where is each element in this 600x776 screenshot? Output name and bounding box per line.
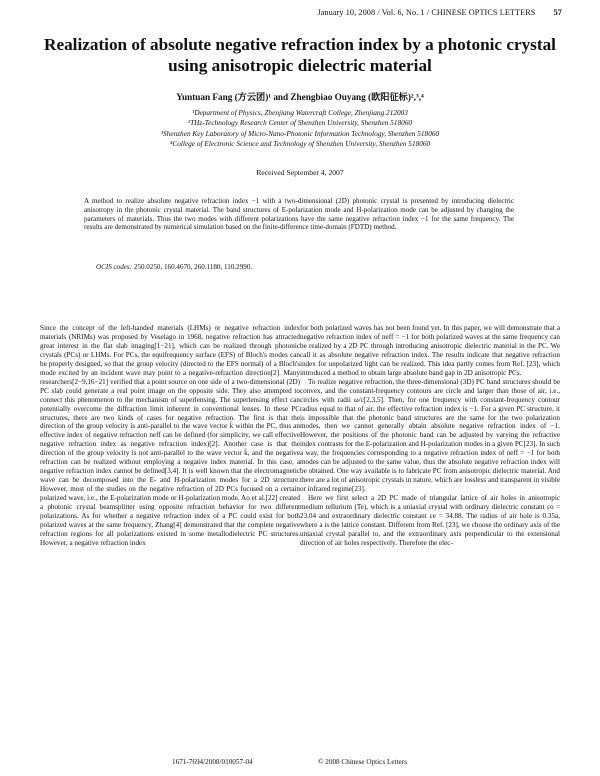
page-number: 57 [553,8,562,17]
copyright-notice: © 2008 Chinese Optics Letters [318,758,407,766]
abstract: A method to realize absolute negative refraction index −1 with a two-dimensional (2D) photonic crystal is presented by introducing dielectric anisotropy in the photonic crystal material. The band structures of E-polarization mode and H-polarization mode can be adjusted by changing the parameters of materials. Thus the two modes with different polarizations have the same negative refraction index −1 for the same frequency. The results are demonstrated by numerical simulation based on the finite-difference time-domain (FDTD) method. [84,197,514,232]
affiliations [40,108,560,150]
paragraph: To realize negative refraction, the three-dimensional (3D) PC band structures should be convex, and the constant-frequency contours are circle and larger than those of air, i.e., circles with radii ω/c[2,3,5]. Then, for one frequency with constant-frequency contour radius equal to that of air, the effective refraction index is −1. For a given PC structure, it is impossible that the photonic band structures are the same for the two polarization modes, then we cannot generally obtain absolute negative refraction index of −1. However, the positions of the photonic band can be adjusted by varying the refractive index contrasts for the E-polarization and H-polarization modes in a given PC[23]. In such a way, the frequencies corresponding to a negative refraction index of neff = −1 for both modes can be adjusted to the same value, thus the absolute negative refraction index will be obtained. One way available is to fabricate PC from anisotropic dielectric material. And there are a lot of anisotropic crystals in nature, which are lossless and transparent in visible or infrared regime[23]. [300,377,560,494]
affiliation-1: ¹Department of Physics, Zhenjiang Watercraft College, Zhenjiang 212003 [192,108,408,117]
paragraph: Since the concept of the left-handed materials (LHMs) or negative refraction index materials (NRIMs) was proposed by Veselago in 1968, negative refraction has attracted great interest in the flat slab imaging[1−21], which can be realized through photonic crystals (PCs) or LHMs. For PCs, the equifrequency surface (EFS) of Bloch's modes can be properly designed, so that the group velocity (directed to the EFS normal) of a Bloch's mode excited by an incident wave may point to a negative-refraction direction[2]. Many researchers[2−9,16−21] verified that a point source on one side of a two-dimensional (2D) PC slab could generate a real point image on the opposite side. They also attempted to connect this phenomenon to the mechanism of superlensing. The superlensing effect can potentially overcome the diffraction limit inherent in conventional lenses. In these PC structures, there are two kinds of cases for negative refraction. The first is that the direction of the group velocity is anti-parallel to the wave vector k̂ within the PC, thus an effective index of negative refraction neff can be defined (for simplicity, we call effective negative refraction index as negative refraction index)[2]. Another case is that the direction of the group velocity is not anti-parallel to the wave vector k̂, and the negative refraction can be realized without employing a negative index material. In this case, a negative refraction index cannot be defined[3,4]. It is well known that the electromagnetic wave can be decomposed into the E- and H-polarization modes for a 2D structure. However, most of the studies on the negative refraction of 2D PCs focused on a certain polarized wave, i.e., the E-polarization mode or H-polarization mode. Ao et al.[22] created a photonic crystal beamsplitter using opposite refraction behavior for two different polarizations. As for whether a negative refraction index of a PC could exist for both polarized waves at the same frequency, Zhang[4] demonstrated that the complete negative refraction regions for all polarizations existed in some metallodielectric PC structures. However, a negative refraction index [40,324,300,547]
author-list: Yuntuan Fang (方云团)¹ and Zhengbiao Ouyang (欧阳征标)²,³,⁴ [176,92,424,102]
paragraph: Here we first select a 2D PC made of triangular lattice of air holes in anisotropic medium tellurium (Te), which is a uniaxial crystal with ordinary dielectric constant εo = 23.04 and extraordinary dielectric constant εe = 34.88. The radius of air hole is 0.35a, where a is the lattice constant. Different from Ref. [23], we choose the ordinary axis of the uniaxial crystal parallel to, and the extraordinary axis perpendicular to the extensional direction of air holes respectively. Therefore the elec- [300,494,560,547]
affiliation-2: ²THz-Technology Research Center of Shenzhen University, Shenzhen 518060 [187,118,413,128]
paragraph: for both polarized waves has not been found yet. In this paper, we will demonstrate that a negative refraction index of neff = −1 for both polarized waves at the same frequency can be realized by a 2D PC through introducing anisotropic dielectric material in the PC. We call it as absolute negative refraction index. The results indicate that negative refraction index for unpolarized light can be realized. This idea partly comes from Ref. [23], which introduced a method to obtain large absolute band gap in 2D anisotropic PCs. [300,324,560,377]
received-date: Received September 4, 2007 [256,168,344,177]
body-column-right [300,324,560,548]
paper-title: Realization of absolute negative refraction index by a photonic crystal using anisotropic dielectric material [44,35,556,75]
affiliation-4: ⁴College of Electronic Science and Technology of Shenzhen University, Shenzhen 518060 [169,139,431,149]
issn-code: 1671-7694/2008/010057-04 [172,758,253,766]
journal-citation: January 10, 2008 / Vol. 6, No. 1 / CHINESE OPTICS LETTERS [317,8,536,17]
ocis-values: 250.0250, 160.4670, 260.1180, 110.2990. [133,263,253,271]
affiliation-3: ³Shenzhen Key Laboratory of Micro-Nano-Photonic Information Technology, Shenzhen 518060 [160,128,440,138]
running-head [317,8,562,17]
ocis-label: OCIS codes: [96,263,133,271]
ocis-codes [96,263,252,271]
body-column-left [40,324,300,548]
